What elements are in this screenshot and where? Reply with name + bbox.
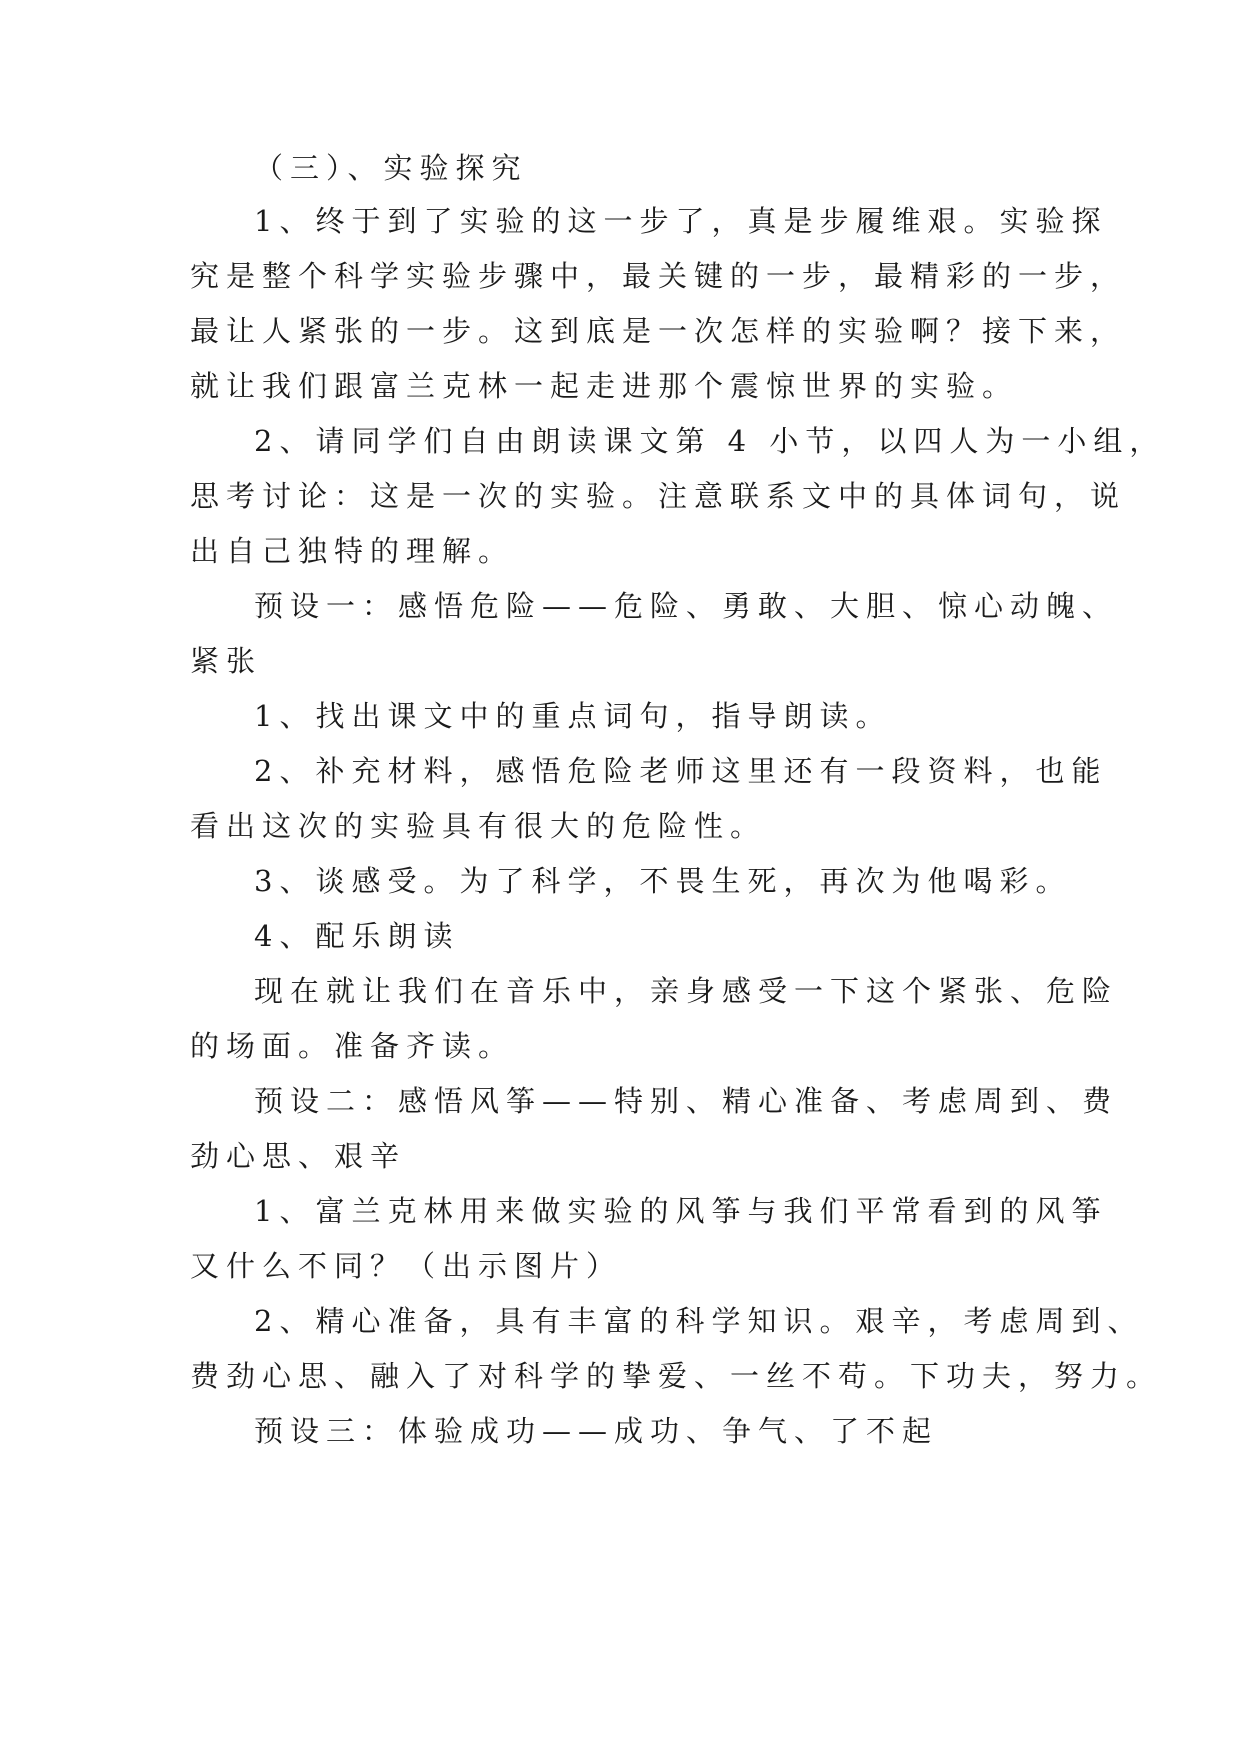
paragraph-line: 究是整个科学实验步骤中，最关键的一步，最精彩的一步，	[190, 259, 1127, 293]
paragraph-line: 看出这次的实验具有很大的危险性。	[190, 809, 767, 843]
paragraph-line: 费劲心思、融入了对科学的挚爱、一丝不苟。下功夫，努力。	[190, 1359, 1163, 1393]
paragraph-line: 最让人紧张的一步。这到底是一次怎样的实验啊？接下来，	[190, 314, 1127, 348]
paragraph-line: 2、补充材料，感悟危险老师这里还有一段资料，也能	[254, 754, 1108, 788]
paragraph-line: 1、终于到了实验的这一步了，真是步履维艰。实验探	[254, 204, 1108, 238]
preset-heading: 预设二：感悟风筝——特别、精心准备、考虑周到、费	[254, 1084, 1119, 1118]
paragraph-line: 劲心思、艰辛	[190, 1139, 407, 1173]
paragraph-line: 3、谈感受。为了科学，不畏生死，再次为他喝彩。	[254, 864, 1072, 898]
section-heading: （三）、实验探究	[254, 151, 528, 185]
paragraph-line: 就让我们跟富兰克林一起走进那个震惊世界的实验。	[190, 369, 1019, 403]
paragraph-line: 2、请同学们自由朗读课文第 4 小节，以四人为一小组，	[254, 424, 1166, 458]
paragraph-line: 思考讨论：这是一次的实验。注意联系文中的具体词句，说	[190, 479, 1127, 513]
paragraph-line: 的场面。准备齐读。	[190, 1029, 515, 1063]
preset-heading: 预设三：体验成功——成功、争气、了不起	[254, 1414, 939, 1448]
paragraph-line: 又什么不同？（出示图片）	[190, 1249, 623, 1283]
paragraph-line: 1、富兰克林用来做实验的风筝与我们平常看到的风筝	[254, 1194, 1108, 1228]
preset-heading: 预设一：感悟危险——危险、勇敢、大胆、惊心动魄、	[254, 589, 1119, 623]
paragraph-line: 现在就让我们在音乐中，亲身感受一下这个紧张、危险	[254, 974, 1119, 1008]
paragraph-line: 4、配乐朗读	[254, 919, 460, 953]
paragraph-line: 2、精心准备，具有丰富的科学知识。艰辛，考虑周到、	[254, 1304, 1144, 1338]
paragraph-line: 1、找出课文中的重点词句，指导朗读。	[254, 699, 892, 733]
paragraph-line: 紧张	[190, 644, 263, 678]
paragraph-line: 出自己独特的理解。	[190, 534, 515, 568]
